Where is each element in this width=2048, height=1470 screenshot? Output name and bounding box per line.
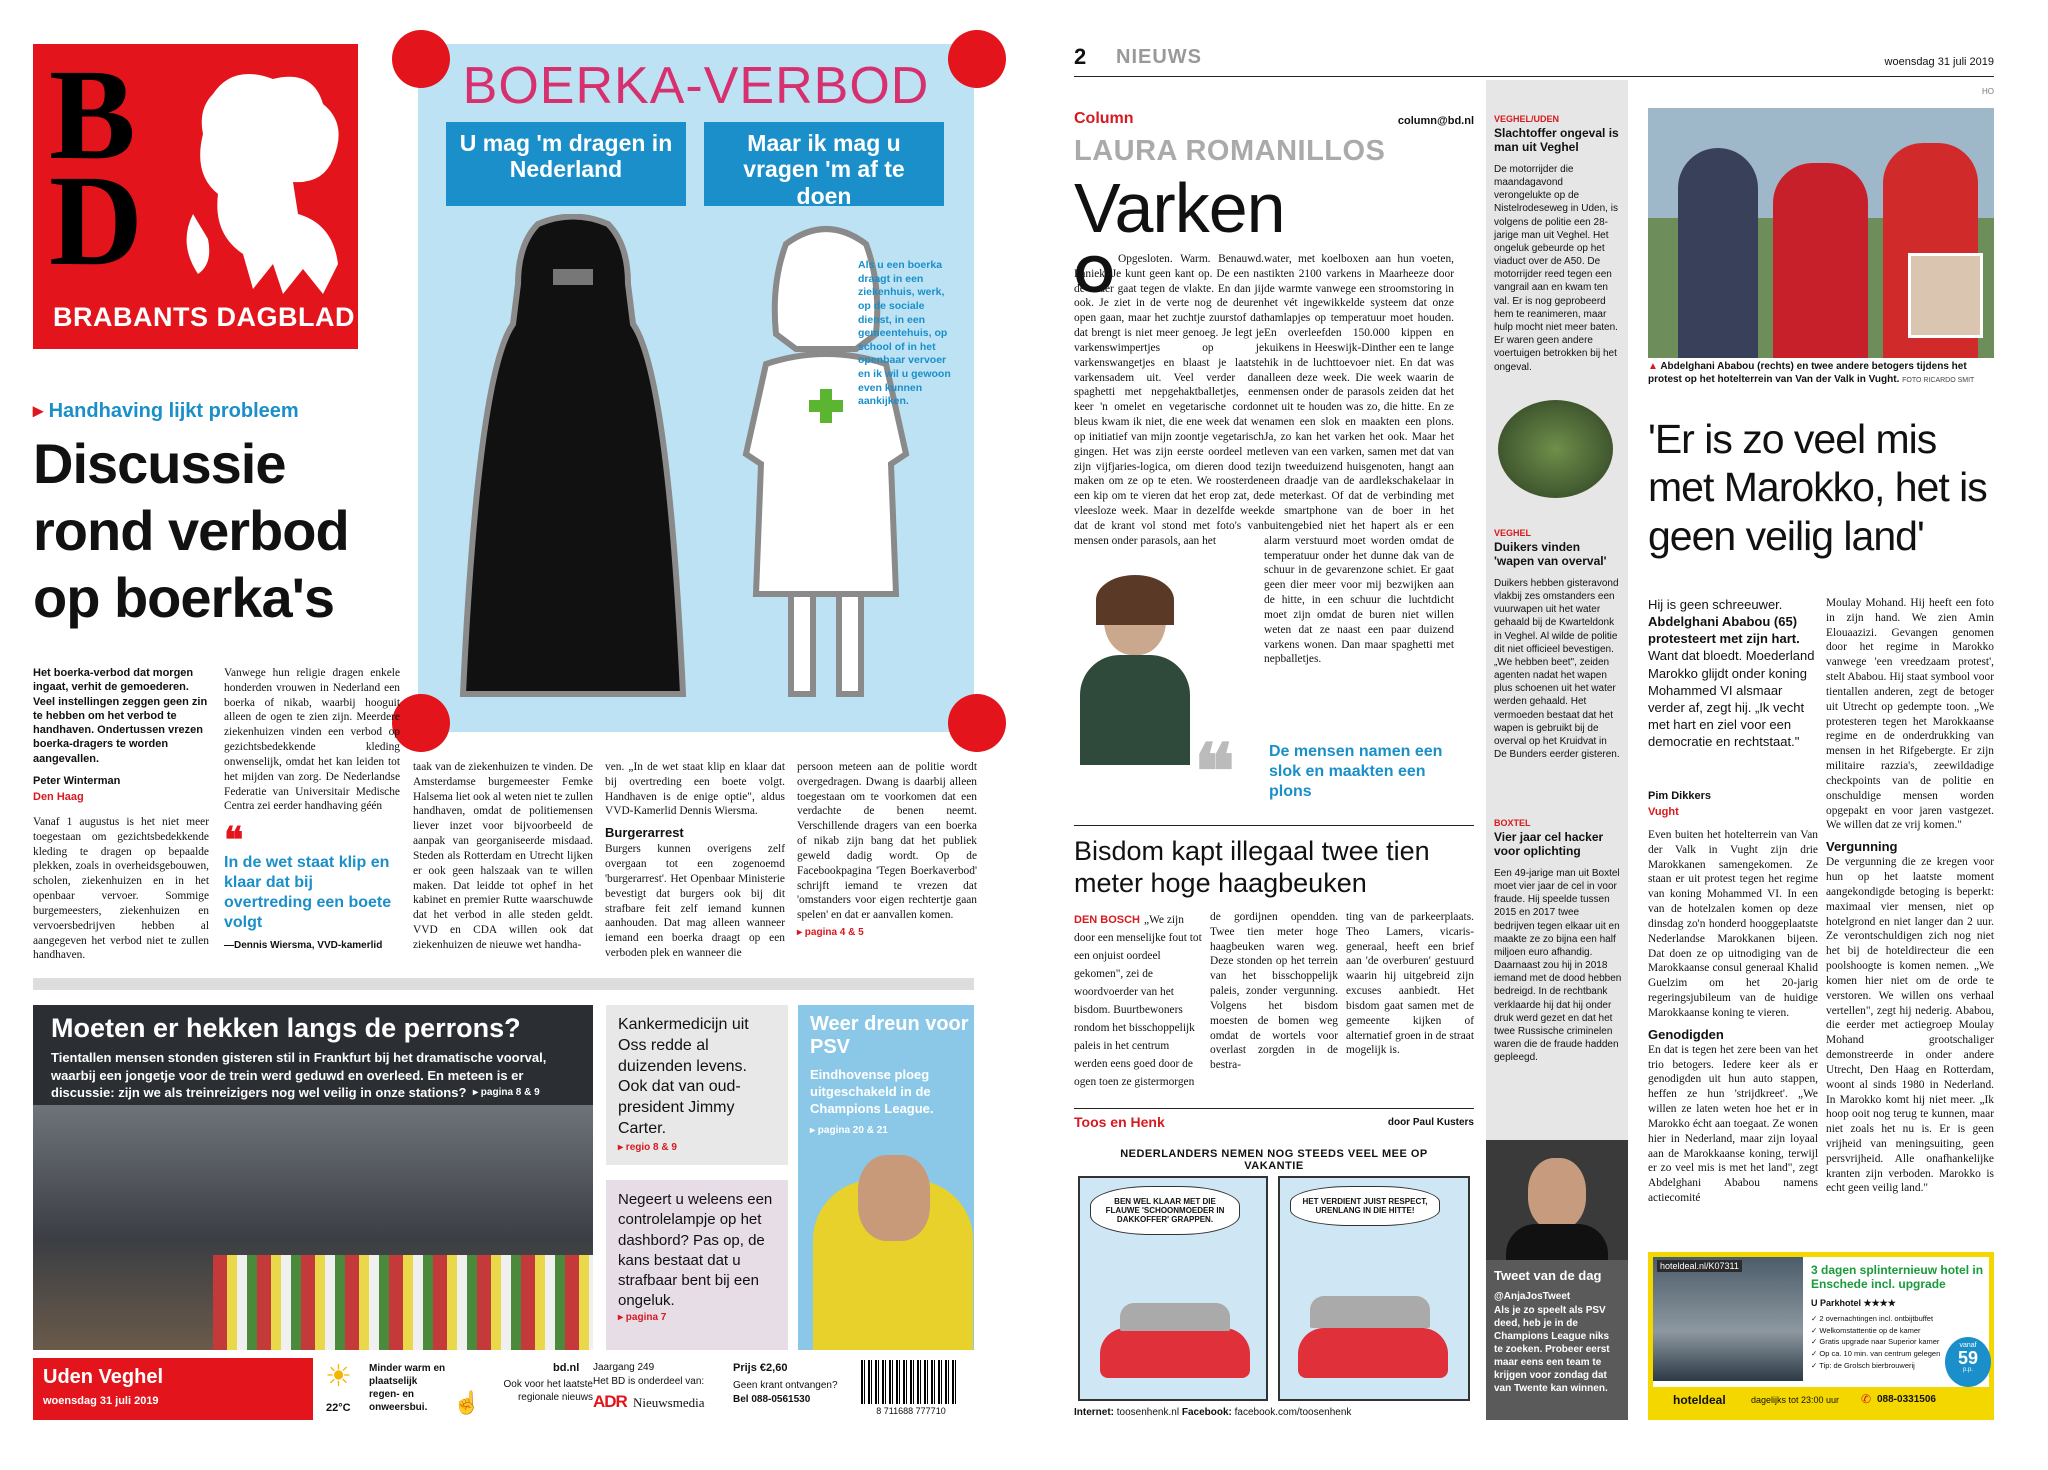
section-name: NIEUWS (1116, 46, 1202, 68)
pushpin-icon (392, 30, 450, 88)
lead-author: Peter Winterman (33, 775, 121, 787)
bisdom-col3: ting van de parkeerplaats. Theo Lamers, vicaris-generaal, heeft een brief aan 'de overburen' gestuurd waarin hij uitgebreid zijn excuses aanbiedt. Het bisdom gaat samen met de gemeente kijken of alternatief groen in de straat mogelijk is. (1346, 911, 1474, 1057)
news-sidebar (1486, 80, 1628, 1420)
sidebar-item-1[interactable] (1494, 114, 1622, 374)
lead-col3: taak van de ziekenhuizen te vinden. De Amsterdamse burgemeester Femke Halsema liet ook al weten niet te zullen handhaven, omdat de politiemensen liever inzet voor bijvoorbeeld de aanpak van georganiseerde misdaad. Steden als Rotterdam en Utrecht lijken er ook geen halszaak van te willen maken. Dat leidde tot ophef in het kabinet en premier Rutte waarschuwde dat het verbod in alle steden geldt. VVD en CDA willen ook dat ziekenhuizen de nieuwe wet handha- (413, 761, 593, 951)
photo-person-left (1678, 148, 1758, 358)
column-author: LAURA ROMANILLOS (1074, 135, 1386, 167)
morocco-intro-a: Hij is geen schreeuwer. (1648, 597, 1783, 612)
teaser-oss-page-ref: ▸ regio 8 & 9 (618, 1141, 677, 1153)
paper-name: BRABANTS DAGBLAD (53, 302, 355, 332)
footer-site-text: Ook voor het laatste regionale nieuws (503, 1379, 593, 1403)
comic-web-link[interactable]: toosenhenk.nl (1116, 1407, 1180, 1418)
morocco-subhead1: Genodigden (1648, 1026, 1724, 1042)
photo-person-mid (1773, 163, 1868, 358)
edition-date: woensdag 31 juli 2019 (43, 1395, 159, 1407)
boerka-infographic (418, 44, 974, 732)
car-icon (1100, 1328, 1250, 1378)
morocco-col2b-text: De vergunning die ze kregen voor hun op het laatste moment aangekondigde betoging is beperkt: maximaal vier mensen, niet op hotelgrond en niet langer dan 2 uur. Ze verontschuldigen zich nog niet het bij de hoteldirecteur die een poolshoogte is komen nemen. „We komen hier niet om de orde te verstoren. We willen ons verhaal vertellen", zegt hij nederig. Ababou, die eerder met actiegroep Moulay Mohand grootschaliger demonstreerde in onder andere Utrecht, Den Haag en Rotterdam, woont al sinds 1980 in Nederland. In Marokko komt hij niet meer. „Ik hoop ooit nog terug te kunnen, maar niet zoals het nu is. Er is geen vrijheid van meningsuiting, geen persvrijheid. Alle onafhankelijke kranten zijn verboden. Marokko is echt geen veilig land." (1826, 856, 1994, 1195)
car-roof-box (1310, 1296, 1430, 1328)
lead-col2: Vanwege hun religie dragen enkele honderden vrouwen in Nederland een boerka of nikab, waarbij hooguit alleen de ogen te zien zijn. Meerdere ziekenhuizen vinden een verbod op gezichtsbedekkende kleding onwenselijk, omdat het kan leiden tot het mijden van zorg. De Nederlandse Federatie van Universitair Medische Centra zei eerder handhaving géén (224, 667, 400, 813)
sidebar-kicker: VEGHEL (1494, 528, 1532, 538)
flowers-photo (213, 1255, 593, 1350)
photo-held-portrait (1908, 253, 1983, 338)
bisdom-headline[interactable]: Bisdom kapt illegaal twee tien meter hoge haagbeuken (1074, 836, 1430, 899)
sidebar-headline: Duikers vinden 'wapen van overval' (1494, 540, 1607, 569)
column-label: Column (1074, 110, 1134, 127)
ad-hours: dagelijks tot 23:00 uur (1751, 1395, 1840, 1405)
teaser-dashboard[interactable] (606, 1180, 788, 1350)
photo-hair (1096, 575, 1174, 625)
lead-headline[interactable]: Discussie rond verbod op boerka's (33, 432, 349, 630)
sidebar-kicker: BOXTEL (1494, 818, 1531, 828)
ad-hotel: U Parkhotel ★★★★ (1811, 1298, 1896, 1308)
comic-label: Toos en Henk (1074, 1114, 1165, 1130)
adr-logo: ADR (593, 1392, 627, 1411)
teaser-oss-text: Kankermedicijn uit Oss redde al duizenden levens. Ook dat van oud-president Jimmy Carter. (618, 1016, 749, 1137)
morocco-headline[interactable]: 'Er is zo veel mis met Marokko, het is geen veilig land' (1648, 416, 1987, 559)
infographic-title: BOERKA-VERBOD (462, 57, 930, 115)
morocco-col2 (1826, 596, 1994, 1196)
phone-icon: ✆ (1861, 1392, 1872, 1406)
comic-rule (1074, 1108, 1474, 1109)
bisdom-col2: de gordijnen opendden. Twee tien meter hoge haagbeuken waren weg. Deze stonden op het terrein van het bisschoppelijk paleis, zonder vergunning. Volgens het bisdom moesten de bomen weg omdat de wortels voor overlast zorgden in de bestra- (1210, 911, 1338, 1072)
tweet-handle: @AnjaJosTweet (1494, 1291, 1571, 1302)
teaser-psv-text: Eindhovense ploeg uitgeschakeld in de Champions League. (810, 1067, 934, 1116)
column-title: Varken (1074, 169, 1285, 247)
comic-footer (1074, 1407, 1474, 1418)
column-email[interactable]: column@bd.nl (1397, 115, 1474, 127)
morocco-intro-b: Abdelghani Ababou (65) protesteert met zijn hart. (1648, 614, 1800, 647)
lead-col4b: Burgers kunnen overigens zelf overgaan tot een zogenoemd 'burgerarrest'. Het Openbaar Ministerie bevestigt dat burgers ook bij dit strafbare feit zelf iemand kunnen aanhouden. Dat mag alleen wanneer iemand een boerka draagt op een verboden plek en wanneer die (605, 843, 785, 960)
infographic-note: Als u een boerka draagt in een ziekenhuis, werk, op de sociale dienst, in een gemeentehuis, op school of in het openbaar vervoer en ik wil u gewoon even kunnen aankijken. (858, 259, 951, 408)
teaser-psv-headline: Weer dreun voor PSV (810, 1013, 969, 1058)
infographic-left-label: U mag 'm dragen in Nederland (446, 122, 686, 206)
morocco-photo (1648, 108, 1994, 358)
ad-price: 59 (1957, 1348, 1979, 1368)
weather-icon: ☀ (325, 1360, 352, 1393)
barcode-number: 8 711688 777710 (876, 1406, 946, 1416)
lead-dateline: Den Haag (33, 791, 84, 803)
drop-cap: O (1074, 246, 1115, 304)
teaser-main[interactable] (33, 1005, 593, 1350)
morocco-intro (1648, 596, 1818, 750)
ad-bullet: ✓ Op ca. 10 min. van centrum gelegen (1811, 1348, 1941, 1358)
sidebar-headline: Slachtoffer ongeval is man uit Veghel (1494, 126, 1619, 155)
columnist-photo (1074, 575, 1196, 765)
teaser-main-headline: Moeten er hekken langs de perrons? (51, 1013, 521, 1043)
infographic-right-label: Maar ik mag u vragen 'm af te doen (704, 122, 944, 206)
footer-adr-text: Het BD is onderdeel van: (593, 1376, 705, 1387)
quote-mark-icon: ❝ (1194, 730, 1235, 815)
front-page (0, 0, 1000, 1470)
ad-phone: 088-0331506 (1877, 1394, 1936, 1405)
lead-col4 (605, 760, 785, 961)
ad-bullet: ✓ 2 overnachtingen incl. ontbijtbuffet (1811, 1314, 1934, 1323)
front-footer (33, 1358, 974, 1420)
comic-fb-link[interactable]: facebook.com/toosenhenk (1234, 1407, 1352, 1418)
ad-photo (1653, 1257, 1803, 1381)
player-head (858, 1155, 930, 1241)
page-2 (1074, 0, 2034, 1470)
tweet-box[interactable] (1486, 1260, 1628, 1420)
teaser-psv[interactable] (798, 1005, 974, 1350)
morocco-photo-credit: FOTO RICARDO SMIT (1902, 377, 1975, 384)
comic-fb-label: Facebook: (1181, 1407, 1232, 1418)
ad-price-label: vanaf (1959, 1342, 1977, 1349)
rule-under-column (1074, 825, 1474, 826)
sidebar-item-3[interactable] (1494, 818, 1622, 1065)
ad-price-unit: p.p. (1962, 1367, 1973, 1373)
car-icon (1298, 1328, 1448, 1378)
morocco-caption-text: Abdelghani Ababou (rechts) en twee andere betogers tijdens het protest op het hotelterrein van Van der Valk in Vught. (1648, 361, 1967, 385)
column-pull-quote: De mensen namen een slok en maakten een plons (1269, 743, 1443, 800)
header-rule (1074, 76, 1994, 77)
adr-name: Nieuwsmedia (633, 1395, 705, 1410)
car-roof-box (1120, 1303, 1230, 1331)
lion-icon (173, 64, 353, 304)
lead-kicker: ▸ Handhaving lijkt probleem (33, 400, 299, 422)
lead-quote: In de wet staat klip en klaar dat bij overtreding een boete volgt (224, 854, 392, 931)
footer-site[interactable]: bd.nl (553, 1362, 580, 1374)
sidebar-text: Duikers hebben gisteravond vlakbij zes omstanders een vuurwapen uit het water gehaald bij de Kwarteldonk in Veghel. Al wilde de politie dit niet officieel bevestigen. „We hebben beet", zeiden agenten nadat het wapen plus schoenen uit het water werden gehaald. Het vermoeden bestaat dat het wapen is gebruikt bij de overval op het Kruidvat in De Bunders eerder gisteren. (1494, 577, 1620, 761)
edition-name: Uden Veghel (43, 1366, 164, 1388)
comic-panel-right (1278, 1176, 1470, 1401)
boerka-figure (458, 214, 688, 714)
lead-col5-text: persoon meteen aan de politie wordt overgedragen. Dwang is daarbij alleen toegestaan om te voorkomen dat een verdachte de benen neemt. Verschillende dragers van een boerka of nikab zijn bang dat het publiek geweld dadig wordt. Op de Facebookpagina 'Tegen Boerkaverbod' schrijft iemand te vrezen dat 'omstanders voor eigen rechtertje gaan spelen' en dat er aanvallen komen. (797, 761, 977, 922)
bisdom-col1-text: „We zijn door een menselijke fout tot een onjuist oordeel gekomen", zei de woordvoerder van het bisdom. Buurtbewoners rondom het bisschoppelijk paleis in het centrum werden eens goed door de ogen toen ze gistermorgen (1074, 914, 1202, 1088)
ad-title: 3 dagen splinternieuw hotel in Enschede incl. upgrade (1811, 1263, 1984, 1292)
lead-subhead: Burgerarrest (605, 825, 684, 841)
tweet-photo (1486, 1140, 1628, 1260)
hand-tap-icon: ☝ (453, 1390, 481, 1415)
lead-col5 (797, 760, 977, 938)
pushpin-icon (392, 694, 450, 752)
section-divider (33, 978, 974, 990)
teaser-psv-page-ref: ▸ pagina 20 & 21 (810, 1125, 888, 1136)
masthead-logo[interactable] (33, 44, 358, 349)
column-col2: water, met koelboxen aan hun voeten, stikten 2100 varkens in Maarheeze door de warmte vanwege een stroomstoring in het vét ingewikkelde systeem dat onze hamlapjes op temperatuur moet houden. En overleefden 150.000 kippen en kuikens in Heeswijk-Dinther een te lange hik in de luchttoevoer niet. En dat was alleen deze week. Die week waarin de mensen onder de parasols zeiden dat het net uit te houden was zo, die hitte. En ze namen een slok en maakten een plons. Ja, zo kan het varken het ook. Maar het leven van een varken, samen met dat van zijn tweeduizend huisgenoten, hangt aan een draadje van de aardlekschakelaar in de meterkast. Of dat de verbinding met de smartphone van de boer in het buitengebied niet het hapert als er een alarm verstuurd moet worden omdat de temperatuur onder het dunne dak van de schuur in de gevarenzone schiet. Er gaat geen dier meer voor mij bezwijken aan de hitte, in een schuur die luchtdicht moet zijn omdat de buren niet willen weten dat ze naast een paar duizend varkens wonen. Dan maar spaghetti met nepballetjes. (1264, 253, 1454, 666)
morocco-col1 (1648, 828, 1818, 1206)
footer-delivery: Geen krant ontvangen? (733, 1380, 838, 1391)
teaser-main-page-ref: ▸ pagina 8 & 9 (473, 1087, 540, 1098)
lead-quote-source: —Dennis Wiersma, VVD-kamerlid (224, 940, 383, 951)
edition-code: HO (1982, 87, 1994, 96)
weather-text: Minder warm en plaatselijk regen- en onweersbui. (369, 1363, 446, 1413)
tweet-text: Als je zo speelt als PSV deed, heb je in de Champions League niks te zoeken. Probeer eerst maar eens een team te krijgen voor zondag dat van Twente kan winnen. (1494, 1305, 1610, 1394)
comic-strip (1074, 1140, 1474, 1405)
comic-author: door Paul Kusters (1387, 1117, 1474, 1128)
footer-phone: Bel 088-0561530 (733, 1394, 811, 1405)
ad-site-code: hoteldeal.nl/K07311 (1657, 1260, 1742, 1272)
ad-price-badge (1945, 1337, 1991, 1387)
lead-col1: Vanaf 1 augustus is het niet meer toegestaan om gezichtsbedekkende kleding te dragen op bepaalde plekken, zoals in overheidsgebouwen, scholen, ziekenhuizen en in het openbaar vervoer. Sommige burgemeesters, ziekenhuizen en vervoersbedrijven hebben al aangegeven het verbod niet te zullen handhaven. (33, 816, 209, 962)
teaser-oss[interactable] (606, 1005, 788, 1165)
quote-mark-icon: ❝ (224, 819, 244, 860)
pushpin-icon (948, 30, 1006, 88)
column-col1: Opgesloten. Warm. Benauwd. Paniek. Je kunt geen kant op. De een na de ander gaat tegen de vlakte. En dan jij ook. Je ziet in de verte nog de deuren open gaan, maar het zuchtje zuurstof dat dat brengt is niet meer genoeg. Je legt je varkenswimpertjes op je varkenswangetjes en blaast je laatste varkensadem uit. Veel verder dan spaghetti met nepgehaktballetjes, een keer 'n omelet en vegetarische cordon bleus kwam ik niet, die ene week dat we op initiatief van mijn zoontje vegetarisch gingen. Het was zijn eerste oordeel met zijn vijfjaries-logica, om dieren dood te maken om ze op te eten. We roosterden een kip om te vieren dat het erop zat, de vleesloze week. Maar in dezelfde week dat de krant vol stond met foto's van mensen onder parasols, aan het (1074, 253, 1264, 547)
tweet-label: Tweet van de dag (1494, 1268, 1602, 1283)
morocco-dateline: Vught (1648, 806, 1679, 818)
morocco-col2-text: Moulay Mohand. Hij heeft een foto in zijn hand. We zien Amin Elouaazizi. Gevangen genomen door het regime in Marokko vanwege 'een vreedzaam protest', stelt Ababou. Hij staat symbool voor tientallen anderen, zegt de betoger uit Utrecht op gedempte toon. „We protesteren tegen het Marokkaanse regime en de onderdrukking van mensen in het Rifgebergte. Er zijn militaire razzia's, zeewildadige checkpoints van de politie en onschuldige mensen worden opgepakt en voor jaren vastgezet. We willen dat ze vrij komen." (1826, 597, 1994, 832)
comic-bubble-right: HET VERDIENT JUIST RESPECT, URENLANG IN DIE HITTE! (1290, 1186, 1440, 1226)
weather-temp: 22°C (326, 1402, 351, 1414)
barcode (861, 1360, 957, 1404)
teaser-main-text: Tientallen mensen stonden gisteren stil in Frankfurt bij het dramatische voorval, waarbij een jongetje voor de trein werd geduwd en overleed. En meteen is er discussie: zijn we als treinreizigers nog wel veilig in onze stations? (51, 1050, 547, 1101)
photo-body (1080, 655, 1190, 765)
ad-brand: hoteldeal (1673, 1393, 1726, 1407)
ad-footer (1653, 1387, 1989, 1415)
morocco-subhead2: Vergunning (1826, 839, 1898, 855)
lead-col4a: ven. „In de wet staat klip en klaar dat bij overtreding een boete volgt. Handhaven is de enige optie", aldus VVD-Kamerlid Dennis Wiersma. (605, 761, 785, 818)
footer-price: Prijs €2,60 (733, 1362, 788, 1374)
lead-page-ref[interactable]: ▸ pagina 4 & 5 (797, 927, 864, 939)
teaser-dashboard-text: Negeert u weleens een controlelampje op het dashbord? Pas op, de kans bestaat dat u strafbaar bent bij een ongeluk. (618, 1191, 773, 1310)
sidebar-photo (1498, 400, 1613, 498)
hoteldeal-ad[interactable] (1648, 1252, 1994, 1420)
morocco-photo-caption: ▲ Abdelghani Ababou (rechts) en twee andere betogers tijdens het protest op het hotelterrein van Van der Valk in Vught. FOTO RICARDO SMIT (1648, 361, 1975, 385)
lead-intro: Het boerka-verbod dat morgen ingaat, verhit de gemoederen. Veel instellingen zeggen geen zin te hebben om het verbod te handhaven. Ondertussen vrezen boerka-dragers te worden aangevallen. (33, 667, 208, 765)
footer-volume: Jaargang 249 (593, 1362, 655, 1373)
sidebar-text: De motorrijder die maandagavond verongelukte op de Nistelrodeseweg in Uden, is volgens de politie een 28-jarige man uit Veghel. Het ongeluk gebeurde op het viaduct over de A50. De motorrijder reed tegen een vangrail aan en kwam ten val. Er is nog geprobeerd hem te reanimeren, maar hulp mocht niet meer baten. Er waren geen andere voertuigen betrokken bij het ongeval. (1494, 163, 1618, 373)
ad-bullet: ✓ Tip: de Grolsch bierbrouwerij (1811, 1360, 1915, 1370)
ad-bullet: ✓ Welkomstattentie op de kamer (1811, 1325, 1921, 1335)
sidebar-headline: Vier jaar cel hacker voor oplichting (1494, 830, 1604, 859)
tweet-photo-head (1528, 1158, 1586, 1230)
comic-web-label: Internet: (1074, 1407, 1114, 1418)
bisdom-dateline: DEN BOSCH (1074, 914, 1141, 926)
morocco-author: Pim Dikkers (1648, 790, 1711, 802)
bisdom-col1 (1074, 910, 1202, 1090)
page-number: 2 (1074, 44, 1087, 69)
teaser-dashboard-page-ref: ▸ pagina 7 (618, 1311, 667, 1323)
morocco-col1-text: Even buiten het hotelterrein van Van der Valk in Vught zijn drie Marokkanen samengekomen. Ze staan er uit protest tegen het regime van koning Mohammed VI. In een van de hotelzalen komen op deze dinsdag zo'n honderd hooggeplaatste Nederlandse Marokkanen bijeen. Dat doen ze op uitnodiging van de Marokkaanse consul generaal Khalid Guelzim om het 20-jarig regeringsjubileum van de huidige Marokkaanse koning te vieren. (1648, 829, 1818, 1019)
ad-bullet: ✓ Gratis upgrade naar Superior kamer (1811, 1337, 1940, 1347)
comic-panel-left (1078, 1176, 1268, 1401)
morocco-col1b-text: En dat is tegen het zere been van het trio betogers. Iedere keer als er genodigden uit hun auto stappen, heffen ze hun 'strijdkreet'. „We willen ze laten weten hoe het er in Marokko écht aan toegaat. Ze wonen hier in Nederland, maar zijn loyaal aan de Marokkaanse koning, terwijl er zo veel mis is met het land", zegt Abdelghani Ababou namens actiecomité (1648, 1043, 1818, 1205)
comic-caption: NEDERLANDERS NEMEN NOG STEEDS VEEL MEE OP VAKANTIE (1120, 1148, 1428, 1172)
pushpin-icon (948, 694, 1006, 752)
page-date: woensdag 31 juli 2019 (1884, 56, 1994, 68)
sidebar-item-2[interactable] (1494, 528, 1622, 761)
sidebar-kicker: VEGHEL/UDEN (1494, 114, 1560, 124)
comic-bubble-left: BEN WEL KLAAR MET DIE FLAUWE 'SCHOONMOEDER IN DAKKOFFER' GRAPPEN. (1090, 1186, 1240, 1235)
ad-bullets (1811, 1313, 1951, 1371)
sidebar-text: Een 49-jarige man uit Boxtel moet vier jaar de cel in voor fraude. Hij speelde tussen 2015 en 2017 twee bedrijven tegen elkaar uit en maakte ze zo bijna een half miljoen euro afhandig. Daarnaast zou hij in 2018 iemand met de dood hebben bedreigd. In de rechtbank verklaarde hij dat hij onder druk werd gezet en dat het twee Russische criminelen waren die de fraude hadden gepleegd. (1494, 867, 1622, 1064)
morocco-intro-c: Want dat bloedt. Moederland Marokko glijdt onder koning Mohammed VI alsmaar verder af, zegt hij. „Ik vecht met hart en ziel voor een democratie en rechtstaat." (1648, 648, 1815, 750)
logo-letters: B D (49, 44, 139, 293)
tweet-photo-body (1506, 1224, 1608, 1260)
edition-box (33, 1358, 313, 1420)
